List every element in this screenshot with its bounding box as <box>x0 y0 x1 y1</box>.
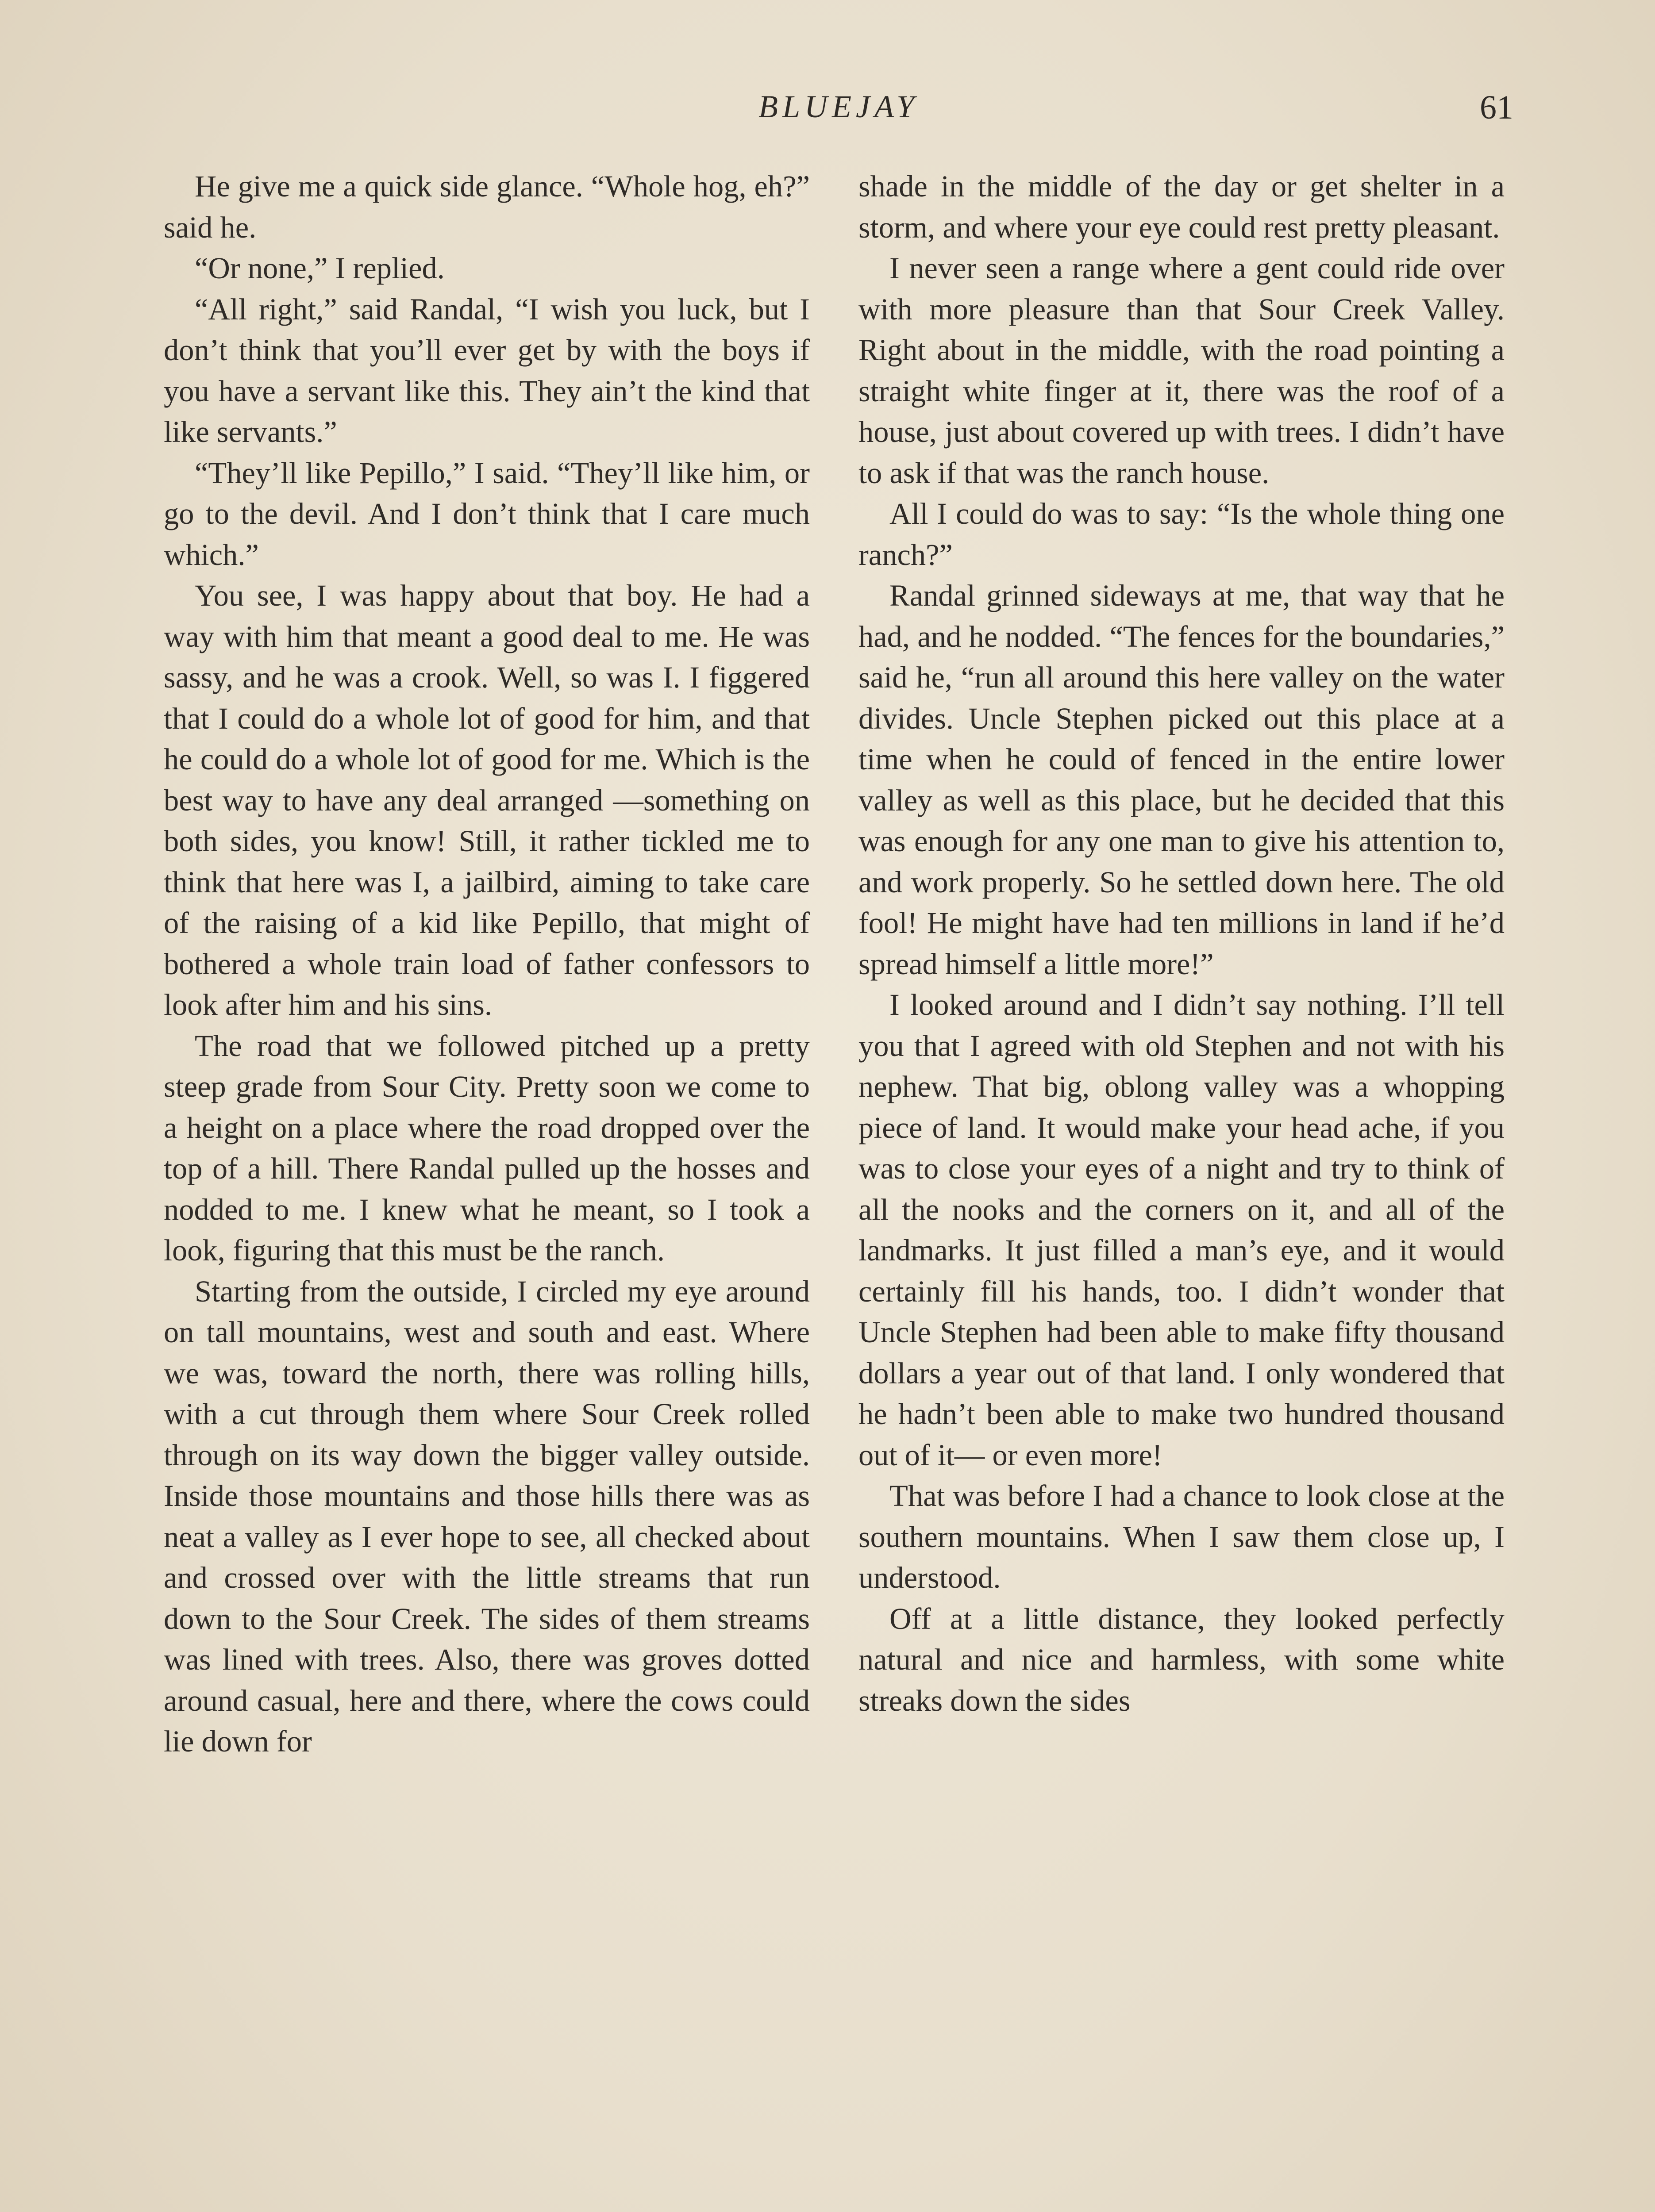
paragraph: All I could do was to say: “Is the whole thing one ranch?” <box>858 497 1505 572</box>
left-column <box>164 166 810 1762</box>
paragraph: He give me a quick side glance. “Whole hog, eh?” said he. <box>164 169 810 244</box>
paragraph: You see, I was happy about that boy. He had a way with him that meant a good deal to me. He was sassy, and he was a crook. Well, so was I. I figgered that I could do a whole lot of good for him, and that he could do a whole lot of good for me. Which is the best way to have any deal arranged —something on both sides, you know! Still, it rather tickled me to think that here was I, a jailbird, aiming to take care of the raising of a kid like Pepillo, that might of bothered a whole train load of father confessors to look after him and his sins. <box>164 579 810 1022</box>
paragraph: Randal grinned sideways at me, that way that he had, and he nodded. “The fences for the boundaries,” said he, “run all around this here valley on the water divides. Uncle Stephen picked out this place at a time when he could of fenced in the entire lower valley as well as this place, but he decided that this was enough for any one man to give his attention to, and work properly. So he settled down here. The old fool! He might have had ten millions in land if he’d spread himself a little more!” <box>858 579 1505 981</box>
right-column <box>858 166 1505 1721</box>
paragraph: Off at a little distance, they looked perfectly natural and nice and harmless, with some white streaks down the sides <box>858 1601 1505 1717</box>
paragraph: shade in the middle of the day or get shelter in a storm, and where your eye could rest pretty pleasant. <box>858 169 1505 244</box>
paragraph: “Or none,” I replied. <box>195 251 445 285</box>
paragraph: Starting from the outside, I circled my eye around on tall mountains, west and south and east. Where we was, toward the north, there was rolling hills, with a cut through them where Sour Creek rolled through on its way down the bigger valley outside. Inside those mountains and those hills there was as neat a valley as I ever hope to see, all checked about and crossed over with the little streams that run down to the Sour Creek. The sides of them streams was lined with trees. Also, there was groves dotted around casual, here and there, where the cows could lie down for <box>164 1274 810 1758</box>
running-title: BLUEJAY <box>758 89 919 124</box>
paragraph: The road that we followed pitched up a pretty steep grade from Sour City. Pretty soon we come to a height on a place where the road dropped over the top of a hill. There Randal pulled up the hosses and nodded to me. I knew what he meant, so I took a look, figuring that this must be the ranch. <box>164 1029 810 1267</box>
paragraph: I looked around and I didn’t say nothing. I’ll tell you that I agreed with old Stephen and not with his nephew. That big, oblong valley was a whopping piece of land. It would make your head ache, if you was to close your eyes of a night and try to think of all the nooks and the corners on it, and all of the landmarks. It just filled a man’s eye, and it would certainly fill his hands, too. I didn’t wonder that Uncle Stephen had been able to make fifty thousand dollars a year out of that land. I only wondered that he hadn’t been able to make two hundred thousand out of it— or even more! <box>858 988 1505 1472</box>
paragraph: That was before I had a chance to look close at the southern mountains. When I saw them close up, I understood. <box>858 1479 1505 1594</box>
page-number: 61 <box>1480 89 1513 126</box>
paragraph: “They’ll like Pepillo,” I said. “They’ll like him, or go to the devil. And I don’t think that I care much which.” <box>164 456 810 572</box>
paragraph: “All right,” said Randal, “I wish you luck, but I don’t think that you’ll ever get by with the boys if you have a servant like this. They ain’t the kind that like servants.” <box>164 292 810 449</box>
page-header <box>164 88 1513 137</box>
paragraph: I never seen a range where a gent could ride over with more pleasure than that Sour Creek Valley. Right about in the middle, with the road pointing a straight white finger at it, there was the roof of a house, just about covered up with trees. I didn’t have to ask if that was the ranch house. <box>858 251 1505 490</box>
